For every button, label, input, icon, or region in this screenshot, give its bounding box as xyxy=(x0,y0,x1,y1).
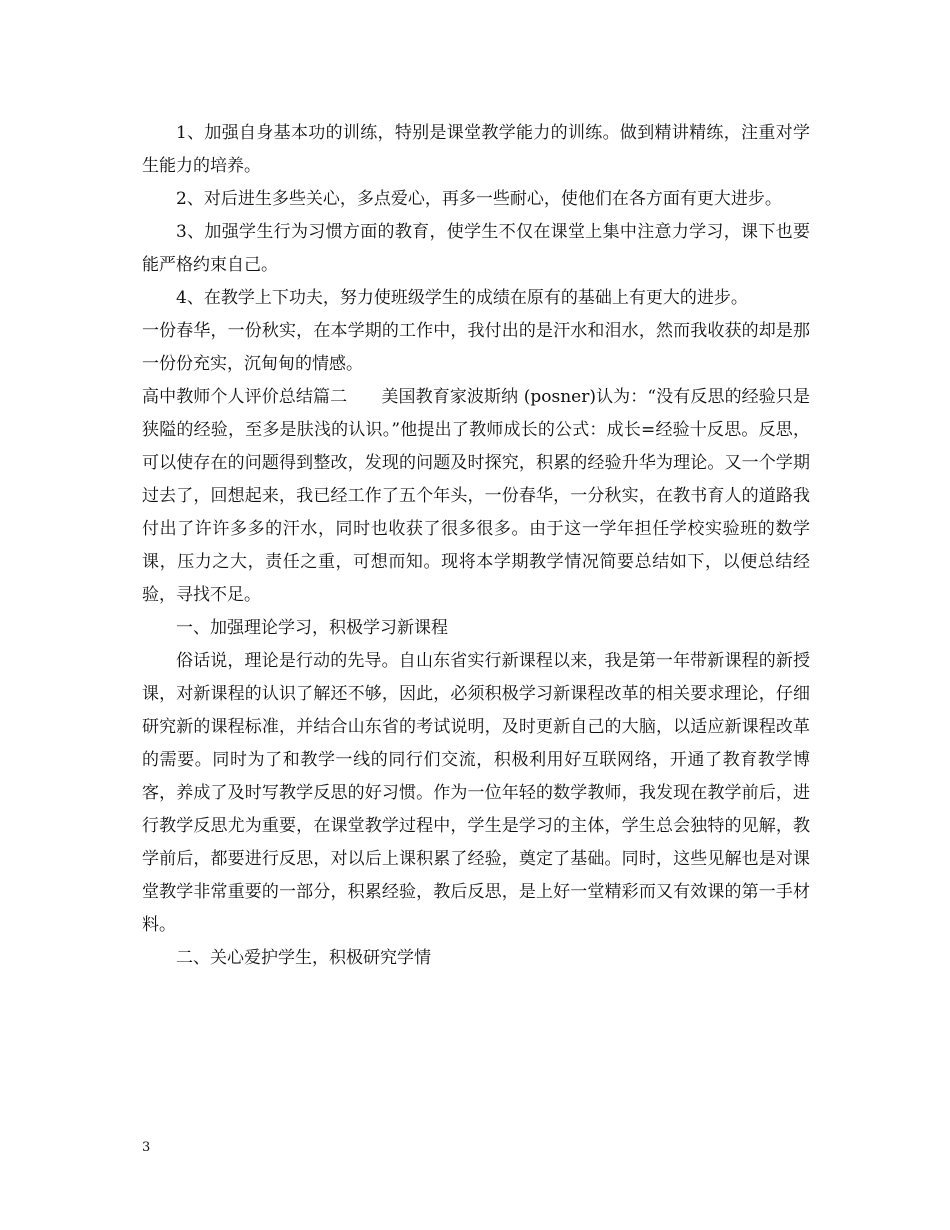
document-body xyxy=(142,117,810,975)
paragraph-summary: 一份春华，一份秋实，在本学期的工作中，我付出的是汗水和泪水，然而我收获的却是那一份份充实，沉甸甸的情感。 xyxy=(142,321,810,374)
paragraph-item-4: 4、在教学上下功夫，努力使班级学生的成绩在原有的基础上有更大的进步。 xyxy=(176,288,748,308)
paragraph-item-2: 2、对后进生多些关心，多点爱心，再多一些耐心，使他们在各方面有更大进步。 xyxy=(176,189,782,209)
paragraph-theory-body: 俗话说，理论是行动的先导。自山东省实行新课程以来，我是第一年带新课程的新授课，对新课程的认识了解还不够，因此，必须积极学习新课程改革的相关要求理论，仔细研究新的课程标准，并结合山东省的考试说明，及时更新自己的大脑，以适应新课程改革的需要。同时为了和教学一线的同行们交流，积极利用好互联网络，开通了教育教学博客，养成了及时写教学反思的好习惯。作为一位年轻的数学教师，我发现在教学前后，进行教学反思尤为重要，在课堂教学过程中，学生是学习的主体，学生总会独特的见解，教学前后，都要进行反思，对以后上课积累了经验，奠定了基础。同时，这些见解也是对课堂教学非常重要的一部分，积累经验，教后反思，是上好一堂精彩而又有效课的第一手材料。 xyxy=(142,651,810,935)
paragraph-item-3: 3、加强学生行为习惯方面的教育，使学生不仅在课堂上集中注意力学习，课下也要能严格约束自己。 xyxy=(142,222,810,275)
paragraph-item-1: 1、加强自身基本功的训练，特别是课堂教学能力的训练。做到精讲精练，注重对学生能力的培养。 xyxy=(142,123,810,176)
paragraph-article-intro: 高中教师个人评价总结篇二 美国教育家波斯纳 (posner)认为：“没有反思的经验只是狭隘的经验，至多是肤浅的认识。”他提出了教师成长的公式：成长=经验十反思。反思，可以使存在的问题得到整改，发现的问题及时探究，积累的经验升华为理论。又一个学期过去了，回想起来，我已经工作了五个年头，一份春华，一分秋实，在教书育人的道路我付出了许许多多的汗水，同时也收获了很多很多。由于这一学年担任学校实验班的数学课，压力之大，责任之重，可想而知。现将本学期教学情况简要总结如下，以便总结经验，寻找不足。 xyxy=(142,387,810,605)
page-number: 3 xyxy=(142,1140,151,1155)
section-heading-students: 二、关心爱护学生，积极研究学情 xyxy=(176,948,431,968)
section-heading-theory: 一、加强理论学习，积极学习新课程 xyxy=(176,618,448,638)
